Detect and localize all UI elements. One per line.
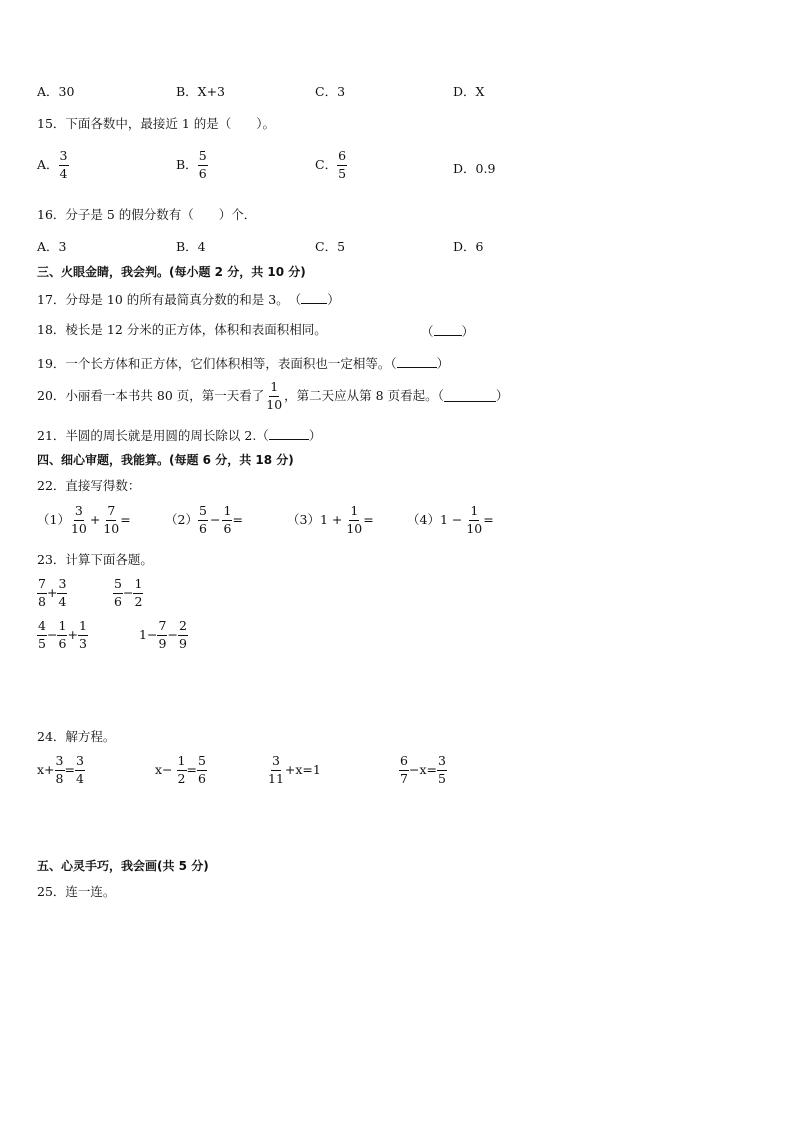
fraction: [102, 505, 120, 535]
fraction: [55, 755, 65, 785]
q24-equation-3: [267, 755, 321, 785]
q22-item-3-label: （3）1 +: [287, 511, 343, 527]
fraction: [437, 755, 447, 785]
denominator: 6: [198, 165, 207, 181]
q17: [37, 292, 340, 307]
q22-item-2: [165, 505, 243, 535]
fraction: [113, 578, 123, 608]
q21-text: 21．半圆的周长就是用圆的周长除以 2.（: [37, 428, 269, 443]
fraction: [465, 505, 483, 535]
equals-sign: =: [483, 511, 494, 527]
q24-equation-1: [37, 755, 85, 785]
numerator: 3: [74, 505, 84, 521]
q23-expr-4-prefix: 1−: [139, 626, 158, 642]
q15-stem: 15．下面各数中，最接近 1 的是（ ）。: [37, 116, 276, 131]
numerator: 7: [37, 578, 47, 594]
fraction: [399, 755, 409, 785]
denominator: 3: [78, 635, 87, 651]
denominator: 10: [346, 520, 363, 536]
q19-text: 19．一个长方体和正方体，它们体积相等，表面积也一定相等。（: [37, 356, 397, 371]
denominator: 5: [338, 165, 347, 181]
q17-text: 17．分母是 10 的所有最简真分数的和是 3。 （: [37, 292, 302, 307]
q22-item-4: [407, 505, 494, 535]
numerator: 6: [337, 150, 347, 166]
q14-option-d: D．X: [453, 84, 485, 99]
q15-option-b-fraction: [198, 150, 208, 180]
denominator: 6: [223, 520, 232, 536]
numerator: 5: [198, 505, 208, 521]
q23-expr-3: [37, 620, 88, 650]
numerator: 3: [75, 755, 85, 771]
numerator: 1: [57, 620, 67, 636]
q16-option-a: A．3: [37, 239, 67, 254]
numerator: 2: [178, 620, 188, 636]
minus-sign: −: [123, 584, 134, 600]
fraction: [78, 620, 88, 650]
q16-option-d: D．6: [453, 239, 484, 254]
numerator: 4: [37, 620, 47, 636]
numerator: 1: [78, 620, 88, 636]
denominator: 11: [268, 770, 284, 786]
q23-expr-2: [113, 578, 143, 608]
numerator: 5: [198, 150, 208, 166]
numerator: 1: [177, 755, 187, 771]
q23-expr-1: [37, 578, 67, 608]
denominator: 5: [38, 635, 46, 651]
section-4-title: 四、细心审题，我能算。(每题 6 分，共 18 分): [37, 453, 294, 467]
q16-stem: 16．分子是 5 的假分数有（ ）个．: [37, 207, 257, 222]
denominator: 6: [58, 635, 67, 651]
numerator: 3: [271, 755, 281, 771]
fraction: [57, 620, 67, 650]
q19-close-paren: ）: [436, 356, 450, 371]
minus-sign: −: [209, 511, 221, 527]
q19-answer-blank[interactable]: [397, 356, 437, 368]
q20-fraction: [265, 381, 283, 411]
q24-equation-2: [155, 755, 207, 785]
q24-eq3-rest: +x=1: [284, 761, 321, 777]
section-3-title: 三、火眼金睛，我会判。(每小题 2 分，共 10 分): [37, 265, 306, 279]
numerator: 1: [133, 578, 143, 594]
q17-answer-blank[interactable]: [301, 292, 327, 304]
numerator: 3: [55, 755, 65, 771]
minus-sign: −: [167, 626, 178, 642]
q22-item-4-label: （4）1 −: [407, 511, 463, 527]
q15-option-a-fraction: [59, 150, 69, 180]
q15-option-b: [176, 150, 208, 180]
q23-expr-4: [139, 620, 188, 650]
q24-eq4-middle: −x=: [409, 761, 437, 777]
numerator: 1: [222, 505, 232, 521]
section-5-title: 五、心灵手巧，我会画(共 5 分): [37, 859, 209, 873]
fraction: [70, 505, 88, 535]
q18-open-paren: （: [421, 324, 434, 339]
equals-sign: =: [64, 761, 76, 777]
fraction: [197, 755, 207, 785]
q15-option-c: [315, 150, 347, 180]
q21-close-paren: ）: [308, 428, 322, 443]
q20-text-after: ，第二天应从第 8 页看起。（: [284, 387, 444, 403]
denominator: 10: [70, 520, 87, 536]
q14-option-a: A．30: [37, 84, 75, 99]
q18: [37, 324, 327, 337]
numerator: 5: [197, 755, 207, 771]
q18-answer: [421, 324, 474, 339]
denominator: 4: [58, 593, 67, 609]
q19: [37, 356, 449, 371]
q20: [37, 381, 508, 411]
plus-sign: +: [67, 626, 78, 642]
denominator: 6: [114, 593, 122, 609]
q20-answer-blank[interactable]: [444, 390, 496, 402]
denominator: 9: [178, 635, 187, 651]
q22-stem: 22．直接写得数：: [37, 478, 141, 493]
q24-eq1-prefix: x+: [37, 761, 55, 777]
numerator: 3: [59, 150, 69, 166]
numerator: 1: [349, 505, 359, 521]
denominator: 6: [198, 770, 206, 786]
numerator: 7: [106, 505, 116, 521]
denominator: 2: [177, 770, 186, 786]
denominator: 6: [198, 520, 207, 536]
q15-option-c-fraction: [337, 150, 347, 180]
denominator: 5: [438, 770, 446, 786]
denominator: 10: [103, 520, 120, 536]
q22-item-1: [37, 505, 131, 535]
plus-sign: +: [89, 511, 101, 527]
q18-text: 18．棱长是 12 分米的正方体，体积和表面积相同。: [37, 322, 327, 337]
numerator: 5: [113, 578, 123, 594]
denominator: 10: [466, 520, 483, 536]
fraction: [157, 620, 167, 650]
q15-option-b-label: B．: [176, 156, 198, 172]
q24-eq2-prefix: x−: [155, 761, 173, 777]
denominator: 2: [134, 593, 143, 609]
numerator: 1: [269, 381, 279, 397]
denominator: 9: [158, 635, 167, 651]
fraction: [178, 620, 188, 650]
q15-option-c-label: C．: [315, 156, 338, 172]
q24-equation-4: [399, 755, 447, 785]
fraction: [267, 755, 285, 785]
denominator: 7: [400, 770, 408, 786]
q14-option-c: C．3: [315, 84, 346, 99]
q16-option-c: C．5: [315, 239, 346, 254]
numerator: 3: [57, 578, 67, 594]
fraction: [222, 505, 232, 535]
q17-close-paren: ）: [327, 292, 340, 307]
numerator: 3: [437, 755, 447, 771]
equals-sign: =: [363, 511, 374, 527]
fraction: [75, 755, 85, 785]
fraction: [57, 578, 67, 608]
equals-sign: =: [120, 511, 131, 527]
q20-close-paren: ）: [495, 387, 509, 403]
q21: [37, 428, 321, 443]
denominator: 8: [38, 593, 46, 609]
numerator: 1: [469, 505, 479, 521]
q25-stem: 25．连一连。: [37, 884, 116, 899]
q22-item-1-label: （1）: [37, 511, 70, 527]
numerator: 7: [157, 620, 167, 636]
numerator: 6: [399, 755, 409, 771]
denominator: 8: [55, 770, 64, 786]
q22-item-2-label: （2）: [165, 511, 198, 527]
denominator: 4: [76, 770, 84, 786]
q15-option-a: [37, 150, 69, 180]
fraction: [345, 505, 363, 535]
q24-stem: 24．解方程。: [37, 729, 116, 744]
fraction: [133, 578, 143, 608]
fraction: [37, 578, 47, 608]
q15-option-d: D．0.9: [453, 161, 496, 176]
q20-text-before: 20．小丽看一本书共 80 页，第一天看了: [37, 387, 265, 403]
q18-answer-blank[interactable]: [434, 324, 462, 336]
minus-sign: −: [47, 626, 58, 642]
q21-answer-blank[interactable]: [269, 428, 309, 440]
fraction: [198, 505, 208, 535]
denominator: 10: [266, 396, 283, 412]
q16-option-b: B．4: [176, 239, 206, 254]
equals-sign: =: [232, 511, 243, 527]
q18-close-paren: ）: [461, 324, 475, 339]
denominator: 4: [59, 165, 68, 181]
fraction: [177, 755, 187, 785]
plus-sign: +: [47, 584, 58, 600]
equals-sign: =: [186, 761, 198, 777]
fraction: [37, 620, 47, 650]
q15-option-a-label: A．: [37, 156, 59, 172]
q22-item-3: [287, 505, 374, 535]
q23-stem: 23．计算下面各题。: [37, 552, 153, 567]
q14-option-b: B．X+3: [176, 84, 226, 99]
